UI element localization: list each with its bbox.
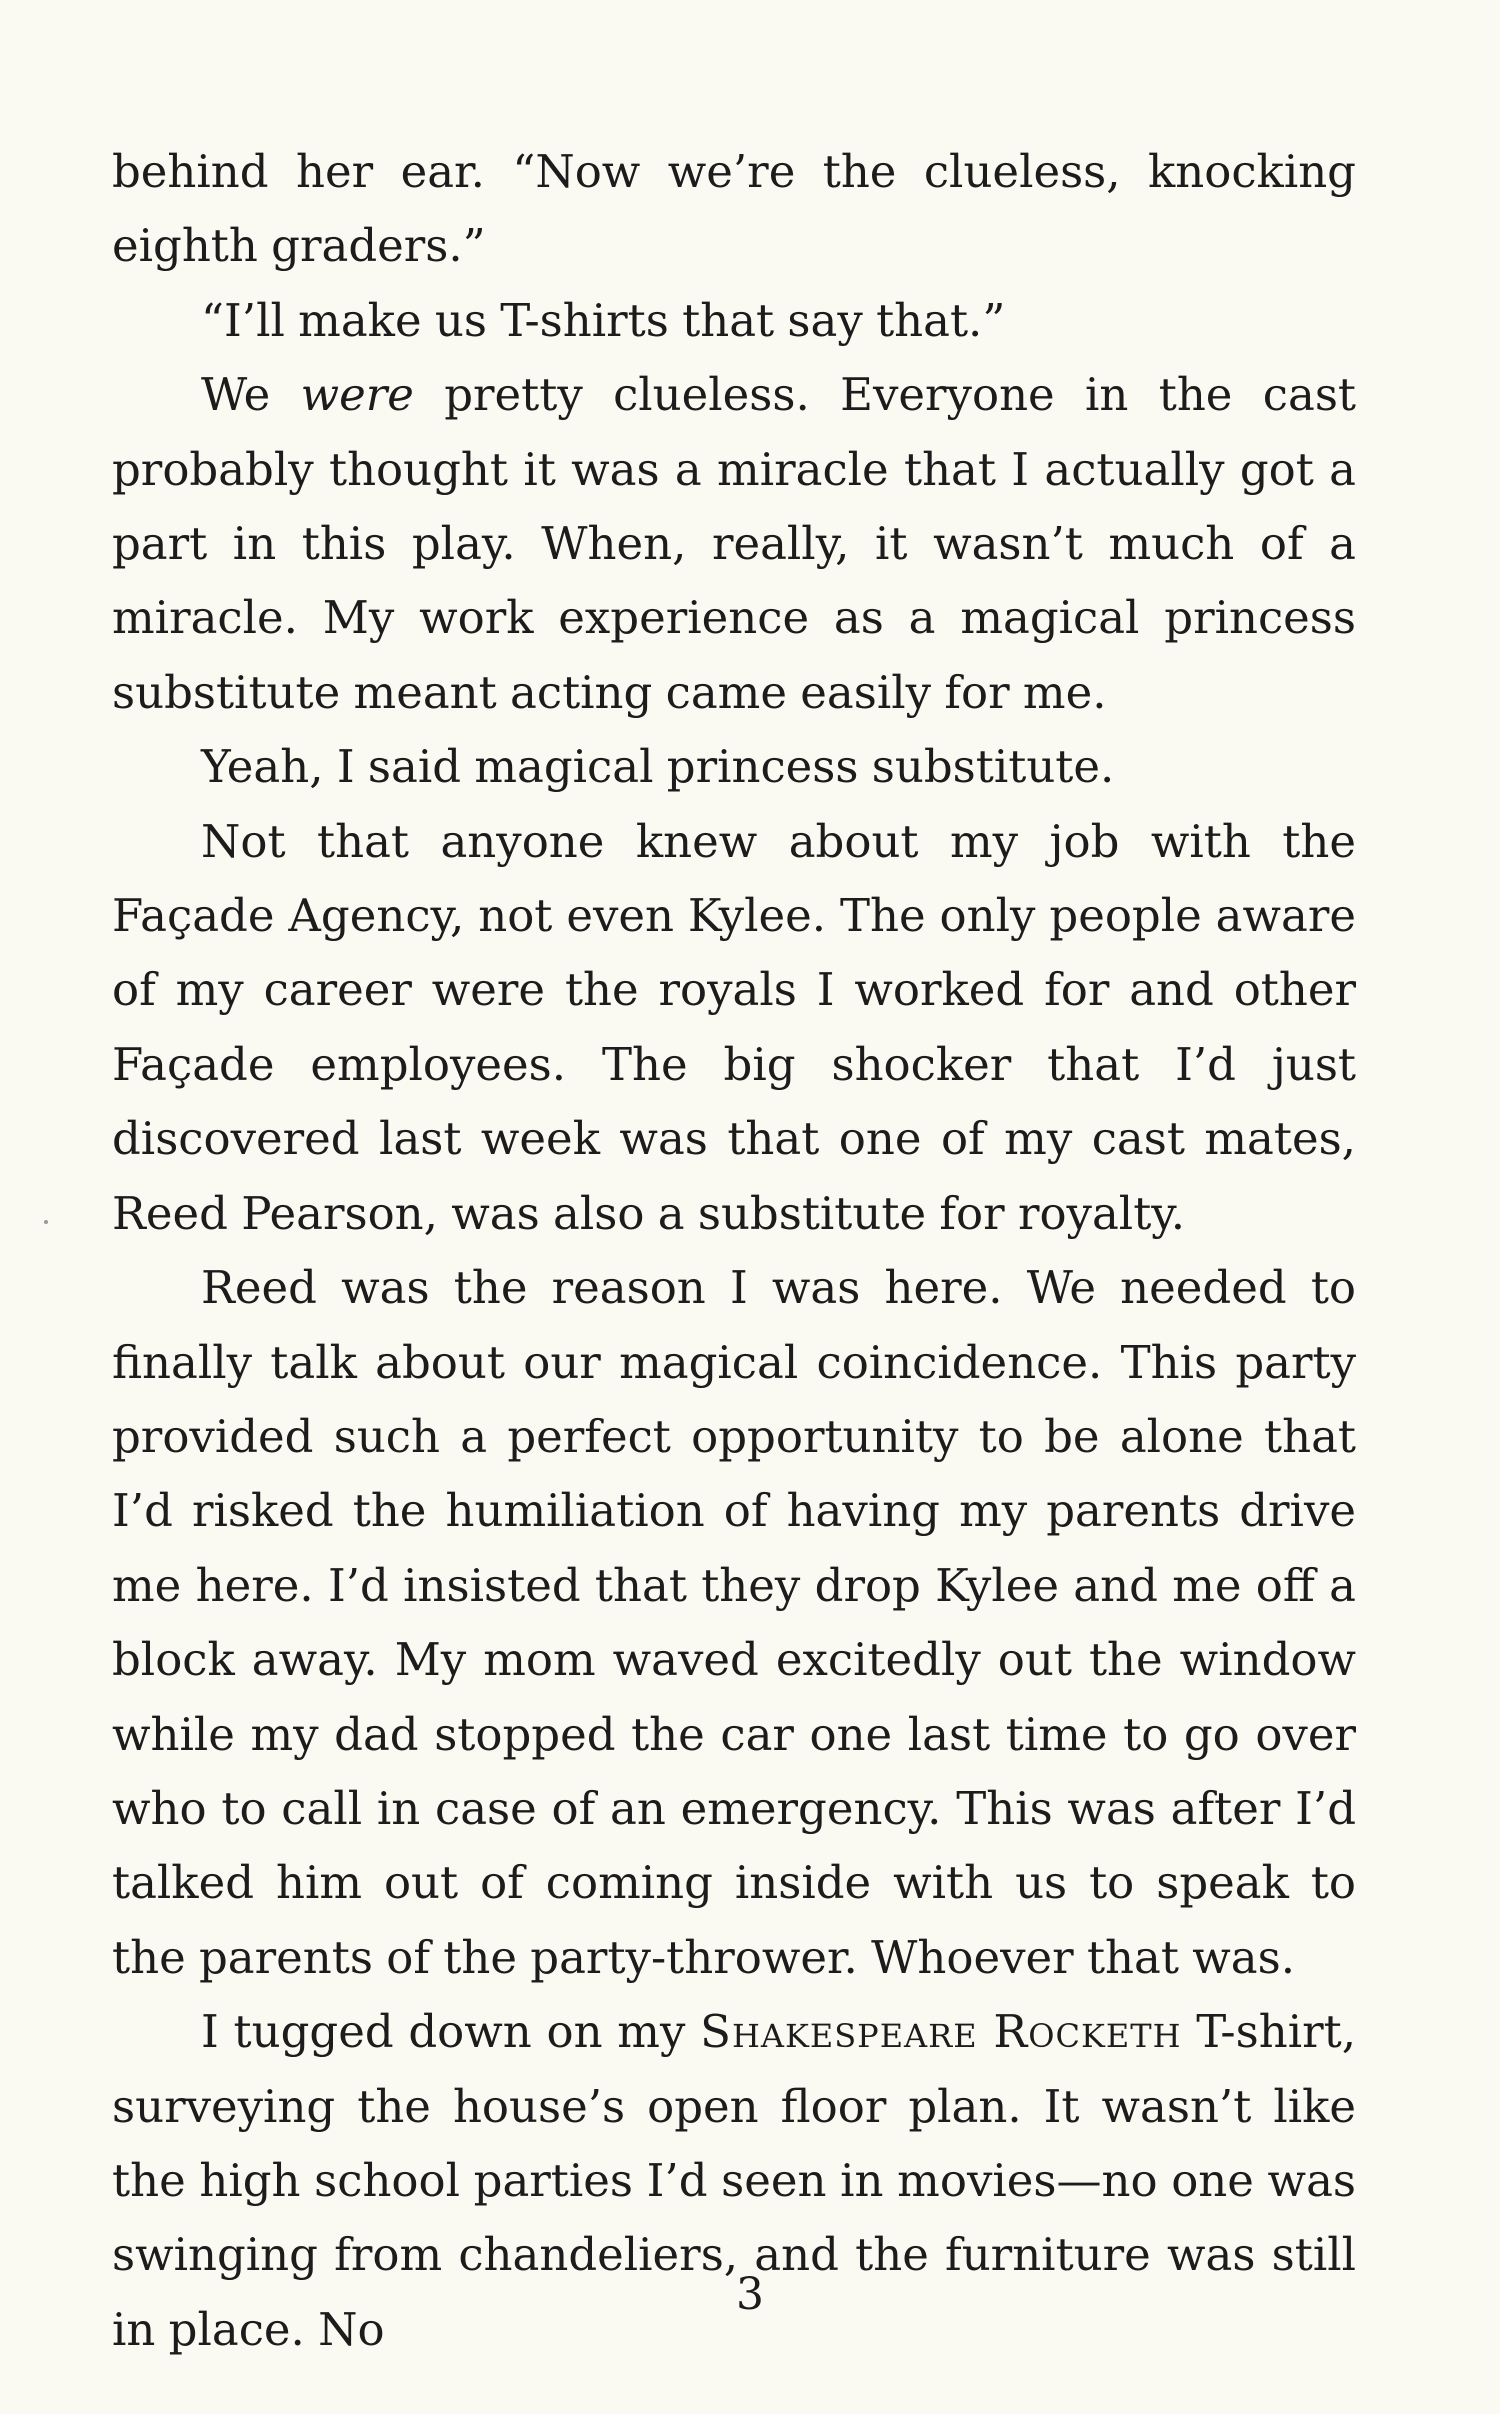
paragraph-4: Yeah, I said magical princess substitute. bbox=[201, 740, 1115, 794]
emphasis-word: were bbox=[300, 368, 414, 422]
shirt-slogan: Shakespeare Rocketh bbox=[700, 2005, 1182, 2059]
paragraph-6: Reed was the reason I was here. We needed to finally talk about our magical coincidence. This party provided such a perfect opportunity to be alone that I’d risked the humiliation of having my parents drive me here. I’d insisted that they drop Kylee and me off a block away. My mom waved excitedly out the window while my dad stopped the car one last time to go over who to call in case of an emergency. This was after I’d talked him out of coming inside with us to speak to the parents of the party-thrower. Whoever that was. bbox=[112, 1261, 1356, 1984]
paragraph-7-start: I tugged down on my bbox=[201, 2005, 701, 2059]
paragraph-1: behind her ear. “Now we’re the clueless, knocking eighth graders.” bbox=[112, 145, 1356, 273]
paper-speck bbox=[44, 1220, 48, 1224]
paragraph-3 bbox=[112, 358, 1356, 730]
paragraph-3-start: We bbox=[201, 368, 301, 422]
book-page-body bbox=[112, 135, 1356, 2367]
page-number: 3 bbox=[736, 2269, 764, 2320]
paragraph-5: Not that anyone knew about my job with the Façade Agency, not even Kylee. The only people aware of my career were the royals I worked for and other Façade employees. The big shocker that I’d just discovered last week was that one of my cast mates, Reed Pearson, was also a substitute for royalty. bbox=[112, 814, 1356, 1240]
paragraph-7-rest: T-shirt, surveying the house’s open floor plan. It wasn’t like the high school parties I’d seen in movies—no one was swinging from chandeliers, and the furniture was still in place. No bbox=[112, 2005, 1357, 2356]
paragraph-3-rest: pretty clueless. Everyone in the cast probably thought it was a miracle that I actually got a part in this play. When, really, it wasn’t much of a miracle. My work experience as a magical princess substitute meant acting came easily for me. bbox=[112, 368, 1356, 719]
paragraph-2: “I’ll make us T-shirts that say that.” bbox=[201, 293, 1006, 347]
